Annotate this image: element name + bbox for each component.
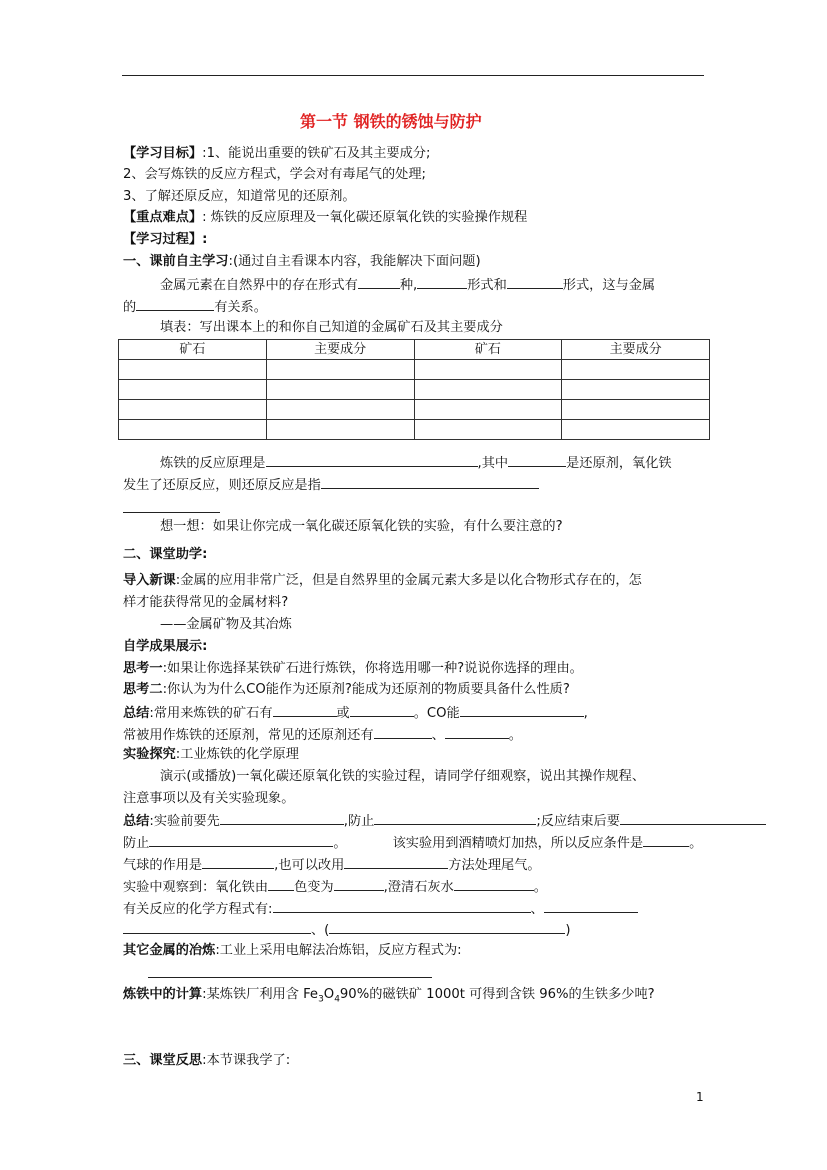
text-span: 形式，这与金属 <box>562 278 656 293</box>
text-span: O <box>323 987 335 1002</box>
table-cell[interactable] <box>562 420 710 440</box>
text-span: 方法处理尾气。 <box>448 858 541 873</box>
text-span: :工业炼铁的化学原理 <box>175 747 299 762</box>
page-number: 1 <box>696 1090 704 1104</box>
section3-heading: 三、课堂反思 <box>123 1053 203 1068</box>
text-span: 。 <box>533 880 547 895</box>
text-span: 有关系。 <box>214 300 267 315</box>
fill-table-note: 填表：写出课本上的和你自己知道的金属矿石及其主要成分 <box>160 320 503 335</box>
text-span: :常用来炼铁的矿石有 <box>149 706 273 721</box>
equation-line-2 <box>123 920 571 940</box>
table-cell[interactable] <box>414 400 562 420</box>
text-span: :你认为为什么CO能作为还原剂?能成为还原剂的物质要具备什么性质? <box>162 682 570 697</box>
blank-line[interactable] <box>344 855 448 869</box>
text-span: 90%的磁铁矿 1000t 可得到含铁 96%的生铁多少吨? <box>339 987 655 1002</box>
text-span: :本节课我学了: <box>202 1053 291 1068</box>
think2-label: 思考二 <box>123 682 163 697</box>
section3-line <box>123 1052 290 1070</box>
table-cell[interactable] <box>414 380 562 400</box>
objectives-line-1 <box>123 145 430 163</box>
demo-line-1: 演示(或播放)一氧化碳还原氧化铁的实验过程，请同学仔细观察，说出其操作规程、 <box>160 769 646 784</box>
experiment-line <box>123 746 299 764</box>
summary2-label: 总结 <box>123 814 150 829</box>
table-cell[interactable] <box>119 380 267 400</box>
text-span: 金属元素在自然界中的存在形式有 <box>160 278 358 293</box>
text-span: 发生了还原反应，则还原反应是指 <box>123 478 321 493</box>
observation-line <box>123 877 547 897</box>
blank-line[interactable] <box>374 811 536 825</box>
text-span: 常被用作炼铁的还原剂，常见的还原剂还有 <box>123 728 374 743</box>
section1-heading-line <box>123 253 481 271</box>
subscript: 4 <box>334 994 340 1005</box>
blank-line[interactable] <box>268 877 294 891</box>
summary1-label: 总结 <box>123 706 150 721</box>
section2-heading: 二、课堂助学: <box>123 547 208 562</box>
objectives-text-1: :1、能说出重要的铁矿石及其主要成分; <box>202 146 431 161</box>
section1-para1-line1 <box>160 275 655 295</box>
summary2-line1 <box>123 811 766 831</box>
blank-line[interactable] <box>136 297 214 311</box>
text-span: :某炼铁厂利用含 Fe <box>202 987 319 1002</box>
blank-line[interactable] <box>149 833 333 847</box>
intro-line-1 <box>123 572 642 590</box>
think1-label: 思考一 <box>123 661 163 676</box>
text-span: ,也可以改用 <box>274 858 345 873</box>
blank-line[interactable] <box>374 725 432 739</box>
text-span: ;反应结束后要 <box>536 814 620 829</box>
blank-line[interactable] <box>334 877 384 891</box>
table-cell[interactable] <box>562 380 710 400</box>
think-prompt: 想一想：如果让你完成一氧化碳还原氧化铁的实验，有什么要注意的? <box>160 519 563 534</box>
blank-line[interactable] <box>620 811 766 825</box>
table-header-ore-2: 矿石 <box>414 340 562 360</box>
blank-line[interactable] <box>273 703 337 717</box>
intro-label: 导入新课 <box>123 573 176 588</box>
text-span: 。CO能 <box>413 706 460 721</box>
text-span: ,防止 <box>343 814 375 829</box>
key-points-label: 【重点难点】 <box>123 210 203 225</box>
results-label: 自学成果展示: <box>123 639 208 654</box>
table-cell[interactable] <box>266 380 414 400</box>
other-metals-label: 其它金属的冶炼 <box>123 943 216 958</box>
summary2-line2 <box>123 833 702 853</box>
calculation-label: 炼铁中的计算 <box>123 987 203 1002</box>
text-span: 实验中观察到：氧化铁由 <box>123 880 269 895</box>
text-span: 种, <box>399 278 418 293</box>
table-cell[interactable] <box>266 360 414 380</box>
objectives-line-2: 2、会写炼铁的反应方程式，学会对有毒尾气的处理; <box>123 167 426 182</box>
text-span: 是还原剂，氧化铁 <box>566 456 672 471</box>
think-1 <box>123 660 583 678</box>
table-cell[interactable] <box>119 420 267 440</box>
text-span: 防止 <box>123 836 150 851</box>
blank-line[interactable] <box>507 275 563 289</box>
balloon-line <box>123 855 541 875</box>
subtitle: ——金属矿物及其冶炼 <box>160 617 292 632</box>
blank-line[interactable] <box>321 475 539 489</box>
equation-line-1 <box>123 899 638 919</box>
section1-para2-line1 <box>160 453 672 473</box>
text-span: 的 <box>123 300 137 315</box>
text-span: 、 <box>431 728 445 743</box>
experiment-label: 实验探究 <box>123 747 176 762</box>
subscript: 3 <box>318 994 324 1005</box>
blank-line[interactable] <box>454 877 534 891</box>
table-row <box>119 380 710 400</box>
text-span: ,澄清石灰水 <box>383 880 454 895</box>
table-cell[interactable] <box>119 360 267 380</box>
blank-line[interactable] <box>202 855 274 869</box>
section1-para2-line2 <box>123 475 539 495</box>
blank-line[interactable] <box>329 920 565 934</box>
table-cell[interactable] <box>414 360 562 380</box>
text-span: 炼铁的反应原理是 <box>160 456 266 471</box>
key-points-text: : 炼铁的反应原理及一氧化碳还原氧化铁的实验操作规程 <box>202 210 528 225</box>
table-cell[interactable] <box>562 400 710 420</box>
ore-table <box>118 339 710 440</box>
blank-line[interactable] <box>123 920 311 934</box>
text-span: 。 <box>333 836 347 851</box>
think-2 <box>123 681 570 699</box>
text-span: 气球的作用是 <box>123 858 203 873</box>
text-span: 。 <box>689 836 703 851</box>
text-span: 、( <box>311 923 330 938</box>
blank-line[interactable] <box>123 512 220 513</box>
text-span: 该实验用到酒精喷灯加热，所以反应条件是 <box>392 836 644 851</box>
other-metals-line <box>123 942 462 960</box>
text-span: :金属的应用非常广泛，但是自然界里的金属元素大多是以化合物形式存在的，怎 <box>175 573 642 588</box>
key-points <box>123 209 527 227</box>
summary1-line1 <box>123 703 588 723</box>
blank-line[interactable] <box>148 977 432 978</box>
objectives-label: 【学习目标】 <box>123 146 203 161</box>
summary1-line2 <box>123 725 522 745</box>
blank-line[interactable] <box>417 275 467 289</box>
text-span: 。 <box>508 728 522 743</box>
text-span: 有关反应的化学方程式有: <box>123 902 273 917</box>
demo-line-2: 注意事项以及有关实验现象。 <box>123 791 295 806</box>
table-cell[interactable] <box>119 400 267 420</box>
table-row <box>119 400 710 420</box>
section1-heading: 一、课前自主学习 <box>123 254 229 269</box>
blank-line[interactable] <box>350 703 414 717</box>
table-cell[interactable] <box>562 360 710 380</box>
section1-para1-line2 <box>123 297 267 317</box>
blank-line[interactable] <box>266 453 478 467</box>
table-header-composition-1: 主要成分 <box>266 340 414 360</box>
blank-line[interactable] <box>643 833 689 847</box>
text-span: ) <box>565 923 571 938</box>
text-span: :如果让你选择某铁矿石进行炼铁，你将选用哪一种?说说你选择的理由。 <box>162 661 583 676</box>
text-span: :实验前要先 <box>149 814 220 829</box>
section1-note: :(通过自主看课本内容，我能解决下面问题) <box>228 254 481 269</box>
blank-line[interactable] <box>544 899 638 913</box>
objectives-line-3: 3、了解还原反应，知道常见的还原剂。 <box>123 189 356 204</box>
blank-line[interactable] <box>445 725 509 739</box>
table-row <box>119 360 710 380</box>
table-header-ore-1: 矿石 <box>119 340 267 360</box>
intro-line-2: 样才能获得常见的金属材料? <box>123 595 289 610</box>
text-span: , <box>583 706 588 721</box>
calculation-line <box>123 986 655 1009</box>
header-rule <box>122 75 704 76</box>
blank-line[interactable] <box>508 453 566 467</box>
text-span: 、 <box>530 902 544 917</box>
text-span: ,其中 <box>477 456 509 471</box>
text-span: 色变为 <box>294 880 334 895</box>
blank-line[interactable] <box>358 275 400 289</box>
table-header-row <box>119 340 710 360</box>
text-span: 或 <box>336 706 350 721</box>
blank-line[interactable] <box>220 811 344 825</box>
table-header-composition-2: 主要成分 <box>562 340 710 360</box>
blank-line[interactable] <box>273 899 531 913</box>
table-cell[interactable] <box>266 420 414 440</box>
blank-line[interactable] <box>460 703 584 717</box>
table-cell[interactable] <box>266 400 414 420</box>
process-label: 【学习过程】: <box>123 232 208 247</box>
page-title: 第一节 钢铁的锈蚀与防护 <box>300 112 482 131</box>
text-span: 形式和 <box>467 278 507 293</box>
text-span: :工业上采用电解法冶炼铝，反应方程式为: <box>215 943 462 958</box>
table-row <box>119 420 710 440</box>
table-cell[interactable] <box>414 420 562 440</box>
